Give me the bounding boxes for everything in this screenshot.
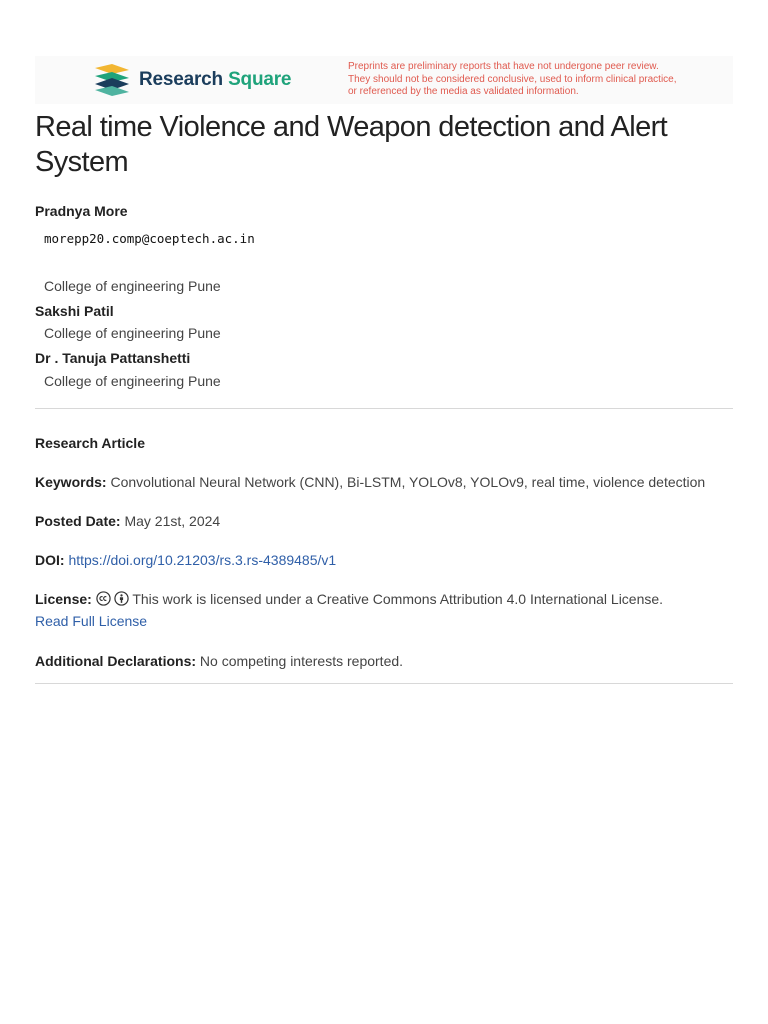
posted-date-value: May 21st, 2024	[124, 513, 221, 529]
license-icons	[96, 591, 129, 606]
disclaimer-line: Preprints are preliminary reports that have not undergone peer review.	[348, 61, 659, 72]
author-affiliation: College of engineering Pune	[44, 278, 221, 294]
logo-word-research: Research	[139, 69, 223, 90]
paper-title: Real time Violence and Weapon detection and Alert System	[35, 111, 668, 178]
disclaimer-line: They should not be considered conclusive, used to inform clinical practice,	[348, 73, 677, 85]
logo-word-square: Square	[228, 69, 292, 90]
license-label: License:	[35, 591, 92, 607]
author-affiliation: College of engineering Pune	[44, 325, 221, 341]
keywords-value: Convolutional Neural Network (CNN), Bi-LSTM, YOLOv8, YOLOv9, real time, violence detection	[110, 474, 706, 490]
article-type-label: Research Article	[35, 435, 145, 451]
research-square-logo[interactable]	[93, 62, 291, 98]
article-type	[35, 432, 735, 454]
posted-date-label: Posted Date:	[35, 513, 121, 529]
preprint-disclaimer	[348, 61, 728, 99]
creative-commons-icon	[96, 591, 111, 606]
divider	[35, 408, 733, 409]
posted-date-row	[35, 510, 735, 532]
disclaimer-line: or referenced by the media as validated information.	[348, 86, 579, 97]
research-square-logo-icon	[93, 64, 131, 96]
attribution-icon	[114, 591, 129, 606]
divider	[35, 683, 733, 684]
declarations-value: No competing interests reported.	[199, 653, 404, 669]
license-text: This work is licensed under a Creative Commons Attribution 4.0 International License.	[132, 591, 664, 607]
doi-label: DOI:	[35, 552, 65, 568]
keywords-row	[35, 471, 735, 493]
declarations-row	[35, 650, 735, 672]
author-email[interactable]: morepp20.comp@coeptech.ac.in	[44, 231, 255, 246]
keywords-label: Keywords:	[35, 474, 107, 490]
doi-link[interactable]: https://doi.org/10.21203/rs.3.rs-4389485/v1	[68, 552, 337, 568]
author-affiliation: College of engineering Pune	[44, 373, 221, 389]
doi-row	[35, 549, 735, 571]
license-row	[35, 588, 735, 632]
author-name: Dr . Tanuja Pattanshetti	[35, 350, 191, 366]
declarations-label: Additional Declarations:	[35, 653, 197, 669]
read-full-license-link[interactable]: Read Full License	[35, 613, 148, 629]
logo-text	[139, 69, 291, 91]
author-name: Pradnya More	[35, 203, 128, 219]
author-name: Sakshi Patil	[35, 303, 114, 319]
